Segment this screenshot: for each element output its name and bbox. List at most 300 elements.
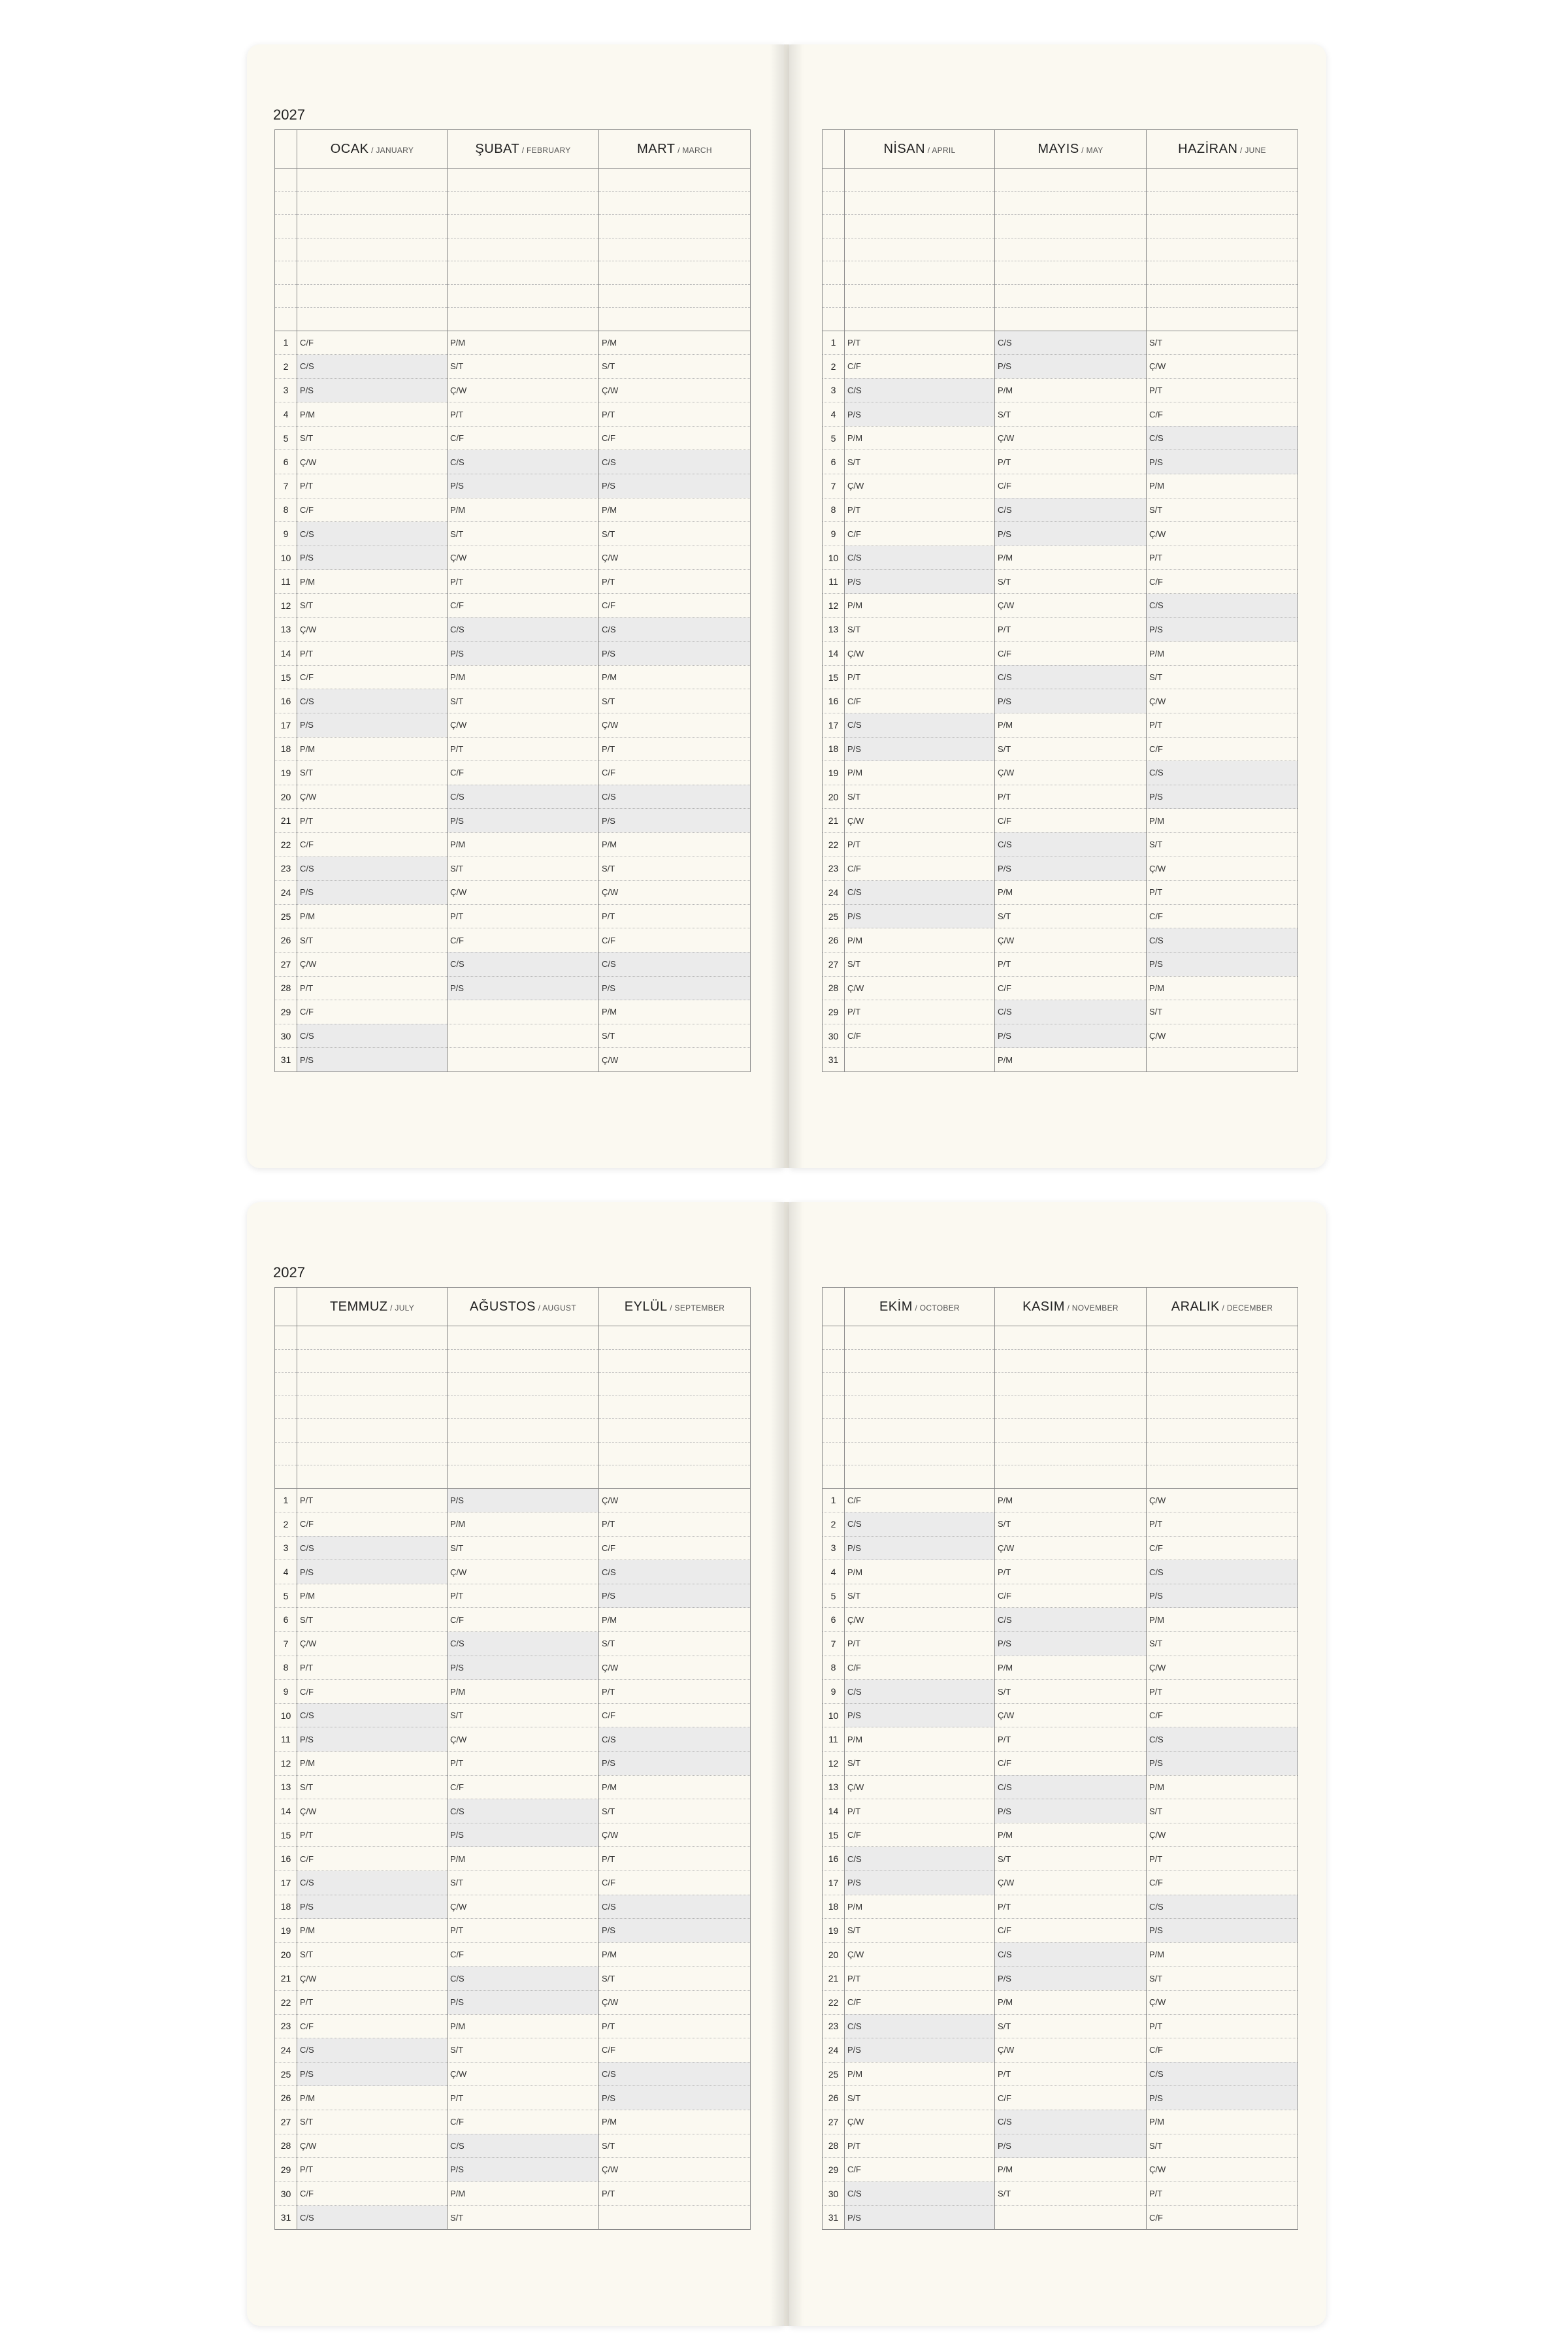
day-cell[interactable]: P/S <box>845 737 995 761</box>
note-cell[interactable] <box>1147 1442 1298 1465</box>
day-cell[interactable]: P/M <box>845 2062 995 2086</box>
note-row[interactable] <box>823 1373 1298 1396</box>
day-cell[interactable]: Ç/W <box>1147 689 1298 713</box>
day-cell[interactable]: C/S <box>1147 2062 1298 2086</box>
day-cell[interactable]: P/M <box>995 1048 1147 1072</box>
day-cell[interactable]: Ç/W <box>599 378 751 402</box>
day-cell[interactable]: P/S <box>1147 1919 1298 1943</box>
day-cell[interactable]: P/M <box>297 1584 448 1608</box>
note-cell[interactable] <box>995 284 1147 308</box>
day-cell[interactable]: P/T <box>448 904 599 928</box>
day-cell[interactable]: S/T <box>845 785 995 809</box>
note-cell[interactable] <box>845 1326 995 1350</box>
day-cell[interactable]: Ç/W <box>297 952 448 976</box>
note-row[interactable] <box>823 1349 1298 1373</box>
day-cell[interactable]: C/S <box>297 355 448 379</box>
note-cell[interactable] <box>995 1396 1147 1419</box>
day-cell[interactable]: Ç/W <box>448 2062 599 2086</box>
day-cell[interactable]: P/M <box>599 1775 751 1799</box>
day-cell[interactable]: Ç/W <box>845 642 995 666</box>
day-cell[interactable]: P/T <box>599 1512 751 1537</box>
day-cell[interactable]: P/M <box>845 1727 995 1752</box>
day-cell[interactable]: S/T <box>448 1871 599 1895</box>
note-cell[interactable] <box>275 1465 297 1489</box>
day-cell[interactable]: S/T <box>845 450 995 474</box>
note-cell[interactable] <box>599 238 751 261</box>
day-cell[interactable]: P/S <box>995 1967 1147 1991</box>
day-cell[interactable]: P/S <box>845 402 995 427</box>
day-cell[interactable]: S/T <box>995 570 1147 594</box>
day-cell[interactable]: C/S <box>599 785 751 809</box>
note-cell[interactable] <box>823 169 845 192</box>
day-cell[interactable]: C/F <box>995 642 1147 666</box>
note-cell[interactable] <box>448 238 599 261</box>
day-cell[interactable]: P/M <box>448 665 599 689</box>
day-cell[interactable]: C/F <box>599 928 751 953</box>
day-cell[interactable]: C/F <box>448 761 599 785</box>
day-cell[interactable]: C/S <box>297 857 448 881</box>
day-cell[interactable]: P/M <box>995 378 1147 402</box>
day-cell[interactable]: Ç/W <box>845 1608 995 1632</box>
day-cell[interactable]: S/T <box>1147 498 1298 522</box>
day-cell[interactable]: P/T <box>297 1990 448 2014</box>
day-cell[interactable]: P/T <box>1147 546 1298 570</box>
day-cell[interactable]: C/S <box>995 1608 1147 1632</box>
day-cell[interactable]: C/S <box>995 331 1147 355</box>
note-cell[interactable] <box>845 238 995 261</box>
day-cell[interactable]: P/S <box>297 2062 448 2086</box>
note-cell[interactable] <box>845 1396 995 1419</box>
day-cell[interactable]: P/M <box>297 1919 448 1943</box>
day-cell[interactable]: Ç/W <box>599 1990 751 2014</box>
day-cell[interactable]: Ç/W <box>845 809 995 833</box>
day-cell[interactable]: C/S <box>1147 1895 1298 1919</box>
day-cell[interactable]: P/M <box>1147 642 1298 666</box>
day-cell[interactable]: P/S <box>448 1990 599 2014</box>
note-cell[interactable] <box>448 1373 599 1396</box>
day-cell[interactable]: S/T <box>845 1584 995 1608</box>
day-cell[interactable]: C/S <box>297 1536 448 1560</box>
day-cell[interactable]: P/S <box>599 976 751 1000</box>
day-cell[interactable]: S/T <box>297 1608 448 1632</box>
day-cell[interactable]: Ç/W <box>448 546 599 570</box>
day-cell[interactable]: C/F <box>845 1823 995 1847</box>
day-cell[interactable]: P/S <box>1147 617 1298 642</box>
day-cell[interactable]: C/F <box>599 2038 751 2063</box>
day-cell[interactable]: P/T <box>448 2086 599 2110</box>
day-cell[interactable]: P/T <box>1147 1847 1298 1871</box>
note-cell[interactable] <box>448 284 599 308</box>
day-cell[interactable]: S/T <box>1147 1632 1298 1656</box>
day-cell[interactable]: P/S <box>599 642 751 666</box>
day-cell[interactable]: C/S <box>599 617 751 642</box>
day-cell[interactable]: P/S <box>1147 450 1298 474</box>
day-cell[interactable]: C/S <box>995 832 1147 857</box>
note-cell[interactable] <box>823 1326 845 1350</box>
day-cell[interactable]: C/F <box>297 1847 448 1871</box>
day-cell[interactable]: P/M <box>599 1608 751 1632</box>
note-cell[interactable] <box>297 261 448 285</box>
note-cell[interactable] <box>823 1465 845 1489</box>
note-cell[interactable] <box>1147 1326 1298 1350</box>
note-cell[interactable] <box>599 1326 751 1350</box>
day-cell[interactable]: Ç/W <box>1147 1656 1298 1680</box>
day-cell[interactable]: S/T <box>297 1942 448 1967</box>
day-cell[interactable]: P/T <box>995 617 1147 642</box>
day-cell[interactable]: P/M <box>995 713 1147 738</box>
day-cell[interactable]: C/F <box>1147 737 1298 761</box>
note-row[interactable] <box>275 1396 751 1419</box>
day-cell[interactable]: P/T <box>448 402 599 427</box>
day-cell[interactable]: P/T <box>599 570 751 594</box>
note-row[interactable] <box>823 284 1298 308</box>
day-cell[interactable]: Ç/W <box>995 761 1147 785</box>
day-cell[interactable]: Ç/W <box>297 1799 448 1823</box>
day-cell[interactable]: S/T <box>1147 1967 1298 1991</box>
day-cell[interactable]: P/S <box>448 976 599 1000</box>
note-cell[interactable] <box>845 1349 995 1373</box>
day-cell[interactable]: C/F <box>995 809 1147 833</box>
note-cell[interactable] <box>297 1326 448 1350</box>
day-cell[interactable]: P/M <box>448 1847 599 1871</box>
note-row[interactable] <box>823 1442 1298 1465</box>
day-cell[interactable]: S/T <box>448 2206 599 2230</box>
day-cell[interactable]: S/T <box>995 402 1147 427</box>
day-cell[interactable]: P/M <box>845 594 995 618</box>
day-cell[interactable]: C/S <box>297 1703 448 1727</box>
day-cell[interactable]: S/T <box>1147 2134 1298 2158</box>
day-cell[interactable]: Ç/W <box>448 1895 599 1919</box>
day-cell[interactable]: S/T <box>1147 1000 1298 1024</box>
note-row[interactable] <box>823 1326 1298 1350</box>
day-cell[interactable]: P/S <box>448 1488 599 1512</box>
note-cell[interactable] <box>297 191 448 215</box>
day-cell[interactable]: P/M <box>448 2181 599 2206</box>
day-cell[interactable]: P/T <box>1147 881 1298 905</box>
day-cell[interactable]: P/S <box>448 2158 599 2182</box>
day-cell[interactable]: P/M <box>297 570 448 594</box>
note-row[interactable] <box>275 308 751 331</box>
day-cell[interactable]: P/M <box>599 832 751 857</box>
note-cell[interactable] <box>995 261 1147 285</box>
day-cell[interactable]: Ç/W <box>845 2110 995 2134</box>
day-cell[interactable]: C/S <box>995 1942 1147 1967</box>
note-row[interactable] <box>275 1419 751 1443</box>
day-cell[interactable]: P/S <box>599 474 751 498</box>
day-cell[interactable]: C/S <box>448 2134 599 2158</box>
day-cell[interactable]: P/M <box>995 1823 1147 1847</box>
day-cell[interactable]: C/S <box>448 1967 599 1991</box>
day-cell[interactable]: Ç/W <box>297 785 448 809</box>
note-cell[interactable] <box>823 308 845 331</box>
day-cell[interactable]: Ç/W <box>995 594 1147 618</box>
day-cell[interactable]: P/M <box>599 1000 751 1024</box>
day-cell[interactable]: Ç/W <box>297 450 448 474</box>
day-cell[interactable]: Ç/W <box>1147 1024 1298 1048</box>
note-row[interactable] <box>275 1349 751 1373</box>
note-cell[interactable] <box>845 1373 995 1396</box>
day-cell[interactable]: C/F <box>995 1584 1147 1608</box>
day-cell[interactable]: S/T <box>599 1024 751 1048</box>
note-cell[interactable] <box>275 1419 297 1443</box>
note-cell[interactable] <box>1147 1373 1298 1396</box>
day-cell[interactable]: C/F <box>448 426 599 450</box>
day-cell[interactable]: Ç/W <box>995 1703 1147 1727</box>
note-row[interactable] <box>823 238 1298 261</box>
day-cell[interactable]: C/F <box>995 1752 1147 1776</box>
day-cell[interactable]: S/T <box>448 689 599 713</box>
day-cell[interactable]: P/T <box>448 1584 599 1608</box>
day-cell[interactable]: P/M <box>995 1990 1147 2014</box>
day-cell[interactable]: C/F <box>297 2014 448 2038</box>
day-cell[interactable]: P/T <box>845 832 995 857</box>
day-cell[interactable]: C/S <box>845 2014 995 2038</box>
day-cell[interactable]: C/S <box>448 785 599 809</box>
day-cell[interactable]: P/S <box>845 1536 995 1560</box>
day-cell[interactable]: P/S <box>995 1799 1147 1823</box>
day-cell[interactable]: S/T <box>448 857 599 881</box>
day-cell[interactable]: C/S <box>297 1024 448 1048</box>
day-cell[interactable]: S/T <box>995 1680 1147 1704</box>
note-cell[interactable] <box>599 1419 751 1443</box>
note-cell[interactable] <box>599 261 751 285</box>
note-cell[interactable] <box>297 215 448 238</box>
day-cell[interactable]: P/S <box>599 2086 751 2110</box>
day-cell[interactable]: Ç/W <box>1147 1823 1298 1847</box>
day-cell[interactable]: P/S <box>599 1752 751 1776</box>
day-cell[interactable]: P/T <box>297 1823 448 1847</box>
note-row[interactable] <box>275 191 751 215</box>
note-cell[interactable] <box>599 215 751 238</box>
day-cell[interactable]: P/M <box>599 1942 751 1967</box>
day-cell[interactable]: P/M <box>448 2014 599 2038</box>
note-cell[interactable] <box>275 215 297 238</box>
note-cell[interactable] <box>275 238 297 261</box>
day-cell[interactable]: C/F <box>448 2110 599 2134</box>
note-row[interactable] <box>275 1465 751 1489</box>
note-cell[interactable] <box>995 191 1147 215</box>
day-cell[interactable]: C/F <box>995 1919 1147 1943</box>
note-row[interactable] <box>823 261 1298 285</box>
day-cell[interactable]: P/M <box>995 1656 1147 1680</box>
day-cell[interactable]: Ç/W <box>448 378 599 402</box>
day-cell[interactable]: S/T <box>297 2110 448 2134</box>
note-cell[interactable] <box>823 284 845 308</box>
day-cell[interactable]: C/F <box>1147 904 1298 928</box>
day-cell[interactable]: P/T <box>448 737 599 761</box>
day-cell[interactable]: P/T <box>297 809 448 833</box>
note-cell[interactable] <box>823 1373 845 1396</box>
day-cell[interactable]: P/S <box>995 522 1147 546</box>
day-cell[interactable]: P/T <box>599 2014 751 2038</box>
day-cell[interactable]: S/T <box>599 1632 751 1656</box>
day-cell[interactable]: C/F <box>1147 1536 1298 1560</box>
note-cell[interactable] <box>448 1419 599 1443</box>
note-row[interactable] <box>823 191 1298 215</box>
day-cell[interactable]: S/T <box>599 1799 751 1823</box>
day-cell[interactable]: Ç/W <box>599 1048 751 1072</box>
day-cell[interactable]: P/S <box>845 2038 995 2063</box>
day-cell[interactable]: P/T <box>1147 1512 1298 1537</box>
note-row[interactable] <box>823 308 1298 331</box>
day-cell[interactable]: C/S <box>1147 426 1298 450</box>
note-cell[interactable] <box>599 284 751 308</box>
note-cell[interactable] <box>297 1419 448 1443</box>
day-cell[interactable]: P/M <box>297 737 448 761</box>
note-cell[interactable] <box>275 308 297 331</box>
day-cell[interactable]: S/T <box>448 355 599 379</box>
note-cell[interactable] <box>845 191 995 215</box>
day-cell[interactable]: P/T <box>448 1752 599 1776</box>
day-cell[interactable]: C/S <box>599 2062 751 2086</box>
note-cell[interactable] <box>297 1442 448 1465</box>
day-cell[interactable]: Ç/W <box>845 1942 995 1967</box>
note-row[interactable] <box>275 1326 751 1350</box>
note-cell[interactable] <box>995 1442 1147 1465</box>
day-cell[interactable]: P/S <box>995 1632 1147 1656</box>
day-cell[interactable]: S/T <box>448 2038 599 2063</box>
day-cell[interactable]: P/T <box>995 450 1147 474</box>
day-cell[interactable]: C/F <box>448 1608 599 1632</box>
note-cell[interactable] <box>845 284 995 308</box>
day-cell[interactable]: P/S <box>1147 1752 1298 1776</box>
note-cell[interactable] <box>297 238 448 261</box>
day-cell[interactable]: C/S <box>448 450 599 474</box>
day-cell[interactable]: C/F <box>297 2181 448 2206</box>
day-cell[interactable]: P/M <box>297 1752 448 1776</box>
day-cell[interactable]: P/M <box>995 1488 1147 1512</box>
day-cell[interactable]: P/S <box>297 1048 448 1072</box>
day-cell[interactable]: P/T <box>995 785 1147 809</box>
day-cell[interactable]: C/F <box>297 832 448 857</box>
day-cell[interactable]: P/S <box>297 546 448 570</box>
note-cell[interactable] <box>1147 191 1298 215</box>
note-cell[interactable] <box>1147 169 1298 192</box>
day-cell[interactable]: Ç/W <box>448 1727 599 1752</box>
day-cell[interactable]: Ç/W <box>1147 355 1298 379</box>
note-cell[interactable] <box>995 308 1147 331</box>
day-cell[interactable]: P/M <box>1147 809 1298 833</box>
note-cell[interactable] <box>1147 308 1298 331</box>
day-cell[interactable]: C/S <box>448 1799 599 1823</box>
note-row[interactable] <box>275 261 751 285</box>
note-cell[interactable] <box>995 1349 1147 1373</box>
day-cell[interactable]: Ç/W <box>1147 1488 1298 1512</box>
day-cell[interactable]: Ç/W <box>599 713 751 738</box>
note-cell[interactable] <box>995 238 1147 261</box>
note-cell[interactable] <box>845 261 995 285</box>
day-cell[interactable]: P/T <box>845 498 995 522</box>
day-cell[interactable]: Ç/W <box>599 1823 751 1847</box>
day-cell[interactable]: P/T <box>599 1680 751 1704</box>
day-cell[interactable]: C/S <box>845 1680 995 1704</box>
note-cell[interactable] <box>275 1373 297 1396</box>
note-cell[interactable] <box>448 169 599 192</box>
day-cell[interactable]: P/M <box>297 904 448 928</box>
note-row[interactable] <box>275 1373 751 1396</box>
note-cell[interactable] <box>823 261 845 285</box>
day-cell[interactable]: P/S <box>599 1919 751 1943</box>
day-cell[interactable]: P/M <box>1147 1608 1298 1632</box>
day-cell[interactable]: S/T <box>297 1775 448 1799</box>
day-cell[interactable]: P/M <box>1147 474 1298 498</box>
day-cell[interactable]: C/F <box>1147 1871 1298 1895</box>
day-cell[interactable]: C/S <box>297 689 448 713</box>
note-row[interactable] <box>275 284 751 308</box>
note-cell[interactable] <box>1147 261 1298 285</box>
day-cell[interactable]: P/S <box>448 1823 599 1847</box>
note-cell[interactable] <box>297 1349 448 1373</box>
day-cell[interactable]: P/T <box>995 1560 1147 1584</box>
day-cell[interactable]: Ç/W <box>995 2038 1147 2063</box>
day-cell[interactable]: C/S <box>599 1727 751 1752</box>
day-cell[interactable]: C/S <box>1147 1727 1298 1752</box>
day-cell[interactable]: C/S <box>448 952 599 976</box>
note-cell[interactable] <box>845 1465 995 1489</box>
note-cell[interactable] <box>297 169 448 192</box>
day-cell[interactable]: S/T <box>995 1847 1147 1871</box>
day-cell[interactable]: C/F <box>297 1680 448 1704</box>
day-cell[interactable]: P/S <box>1147 1584 1298 1608</box>
day-cell[interactable]: Ç/W <box>599 546 751 570</box>
note-cell[interactable] <box>297 1373 448 1396</box>
day-cell[interactable]: P/T <box>599 2181 751 2206</box>
day-cell[interactable]: Ç/W <box>1147 2158 1298 2182</box>
note-cell[interactable] <box>599 169 751 192</box>
day-cell[interactable]: C/F <box>845 1024 995 1048</box>
day-cell[interactable]: C/F <box>599 761 751 785</box>
day-cell[interactable]: C/S <box>599 1895 751 1919</box>
day-cell[interactable]: P/T <box>297 1656 448 1680</box>
note-cell[interactable] <box>995 215 1147 238</box>
day-cell[interactable]: P/T <box>845 331 995 355</box>
day-cell[interactable]: P/S <box>448 642 599 666</box>
day-cell[interactable]: C/S <box>1147 594 1298 618</box>
day-cell[interactable]: Ç/W <box>448 881 599 905</box>
day-cell[interactable]: C/F <box>297 1512 448 1537</box>
day-cell[interactable]: P/S <box>599 809 751 833</box>
day-cell[interactable]: P/T <box>448 570 599 594</box>
day-cell[interactable]: Ç/W <box>1147 522 1298 546</box>
day-cell[interactable]: C/F <box>599 594 751 618</box>
day-cell[interactable]: Ç/W <box>995 1871 1147 1895</box>
day-cell[interactable]: P/S <box>995 689 1147 713</box>
day-cell[interactable]: P/T <box>599 737 751 761</box>
day-cell[interactable]: C/S <box>845 881 995 905</box>
day-cell[interactable]: P/T <box>1147 2014 1298 2038</box>
day-cell[interactable]: C/F <box>845 1488 995 1512</box>
day-cell[interactable]: C/S <box>1147 1560 1298 1584</box>
day-cell[interactable]: S/T <box>1147 832 1298 857</box>
day-cell[interactable]: C/F <box>448 1775 599 1799</box>
day-cell[interactable]: Ç/W <box>1147 1990 1298 2014</box>
day-cell[interactable]: P/S <box>1147 952 1298 976</box>
note-cell[interactable] <box>297 308 448 331</box>
day-cell[interactable]: P/S <box>448 809 599 833</box>
note-cell[interactable] <box>275 261 297 285</box>
note-cell[interactable] <box>448 1349 599 1373</box>
day-cell[interactable]: P/S <box>448 474 599 498</box>
day-cell[interactable]: C/F <box>599 1871 751 1895</box>
day-cell[interactable]: S/T <box>599 689 751 713</box>
note-cell[interactable] <box>823 191 845 215</box>
day-cell[interactable]: C/S <box>995 2110 1147 2134</box>
day-cell[interactable]: P/T <box>845 2134 995 2158</box>
day-cell[interactable]: S/T <box>1147 665 1298 689</box>
day-cell[interactable]: S/T <box>448 522 599 546</box>
note-cell[interactable] <box>448 1326 599 1350</box>
note-row[interactable] <box>823 215 1298 238</box>
